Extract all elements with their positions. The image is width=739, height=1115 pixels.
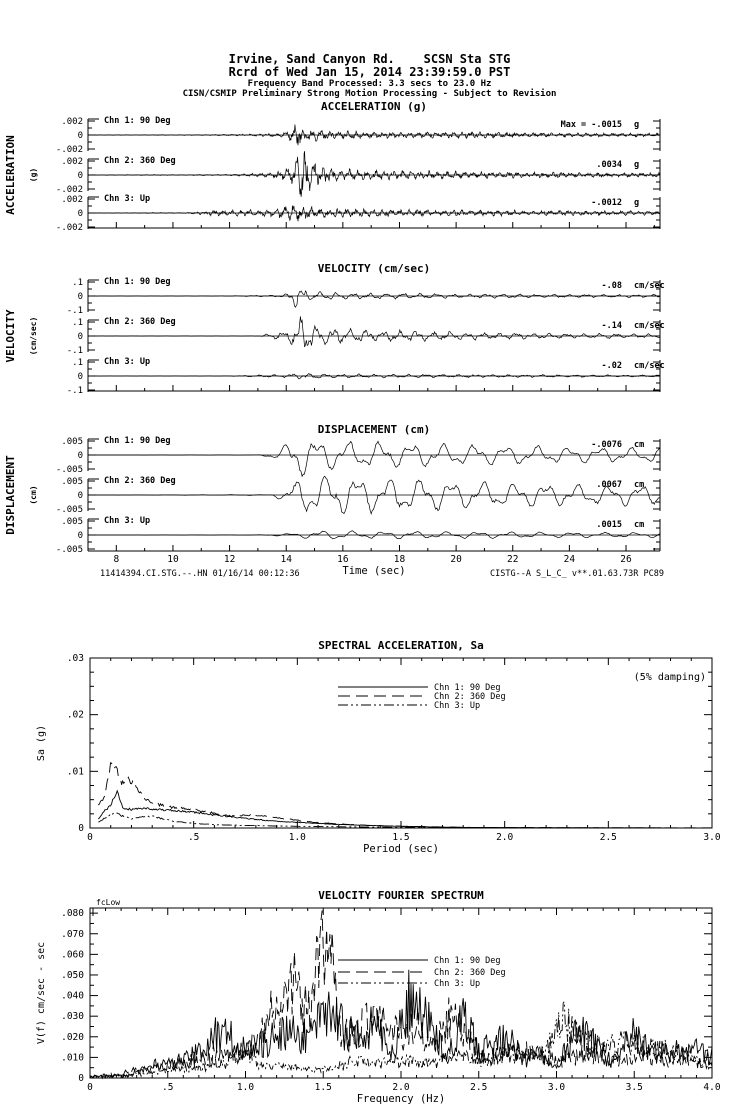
- channel-label: Chn 3: Up: [104, 357, 151, 367]
- ytick-label: -.002: [55, 185, 83, 195]
- x-tick-label: 2.5: [599, 832, 617, 843]
- spectral_acceleration-title: SPECTRAL ACCELERATION, Sa: [318, 639, 484, 652]
- spectral_acceleration-series: [98, 813, 711, 828]
- velocity_fourier_spectrum-series: [90, 910, 712, 1078]
- peak-value: -.08: [601, 281, 622, 291]
- x-tick-label: 1.5: [392, 832, 410, 843]
- channel-label: Chn 1: 90 Deg: [104, 436, 171, 446]
- peak-unit: cm/sec: [634, 321, 665, 331]
- footer-left: 11414394.CI.STG.--.HN 01/16/14 00:12:36: [100, 569, 300, 579]
- legend-label: Chn 3: Up: [434, 701, 481, 711]
- x-tick-label: 3.0: [703, 832, 721, 843]
- group-title-2: DISPLACEMENT (cm): [317, 423, 431, 436]
- ytick-label: 0: [77, 171, 83, 181]
- ytick-label: .005: [61, 437, 83, 447]
- ytick-label: .002: [61, 117, 83, 127]
- x-tick-label: 0: [87, 832, 93, 843]
- ytick-label: -.1: [66, 306, 83, 316]
- side-unit-0: (g): [29, 167, 38, 183]
- velocity_fourier_spectrum-title: VELOCITY FOURIER SPECTRUM: [318, 889, 484, 902]
- side-unit-1: (cm/sec): [29, 316, 38, 356]
- ytick-label: .002: [61, 195, 83, 205]
- x-tick-label: .5: [187, 832, 200, 843]
- ytick-label: 0: [77, 451, 83, 461]
- ytick-label: -.005: [55, 465, 83, 475]
- footer-right: CISTG--A S_L_C_ v**.01.63.73R PC89: [490, 569, 664, 579]
- y-tick-label: .060: [61, 949, 84, 961]
- channel-label: Chn 2: 360 Deg: [104, 476, 176, 486]
- x-tick-label: 1.5: [314, 1082, 332, 1093]
- time-tick-label: 16: [337, 554, 349, 565]
- x-tick-label: 3.5: [625, 1082, 643, 1093]
- side-label-2: DISPLACEMENT: [4, 455, 17, 535]
- frequency-band-note: Frequency Band Processed: 3.3 secs to 23.0 Hz: [247, 79, 492, 89]
- ytick-label: -.005: [55, 545, 83, 555]
- time-tick-label: 12: [223, 554, 236, 565]
- channel-label: Chn 2: 360 Deg: [104, 156, 176, 166]
- time-tick-label: 24: [563, 554, 576, 565]
- velocity_fourier_spectrum-xlabel: Frequency (Hz): [356, 1093, 446, 1105]
- velocity_fourier_spectrum-series: [90, 1002, 712, 1078]
- channel-label: Chn 3: Up: [104, 194, 151, 204]
- legend-label: Chn 1: 90 Deg: [434, 956, 501, 966]
- time-tick-label: 8: [113, 554, 120, 565]
- peak-unit: g: [634, 198, 640, 208]
- spectral_acceleration-frame: [90, 658, 712, 828]
- time-tick-label: 10: [167, 554, 179, 565]
- velocity_fourier_spectrum-frame: [90, 908, 712, 1078]
- time-tick-label: 18: [393, 554, 406, 565]
- velocity_fourier_spectrum-series: [90, 970, 712, 1078]
- peak-unit: cm: [634, 440, 645, 450]
- processing-note: CISN/CSMIP Preliminary Strong Motion Processing - Subject to Revision: [182, 89, 557, 99]
- peak-unit: cm: [634, 480, 645, 490]
- channel-label: Chn 2: 360 Deg: [104, 317, 176, 327]
- group-title-0: ACCELERATION (g): [321, 100, 427, 113]
- spectral_acceleration-xlabel: Period (sec): [363, 843, 439, 855]
- y-tick-label: 0: [78, 823, 84, 834]
- y-tick-label: .040: [61, 990, 84, 1002]
- time-tick-label: 26: [620, 554, 632, 565]
- x-tick-label: 0: [87, 1082, 93, 1093]
- ytick-label: -.002: [55, 223, 83, 233]
- peak-unit: cm/sec: [634, 281, 665, 291]
- side-label-1: VELOCITY: [4, 309, 17, 363]
- channel-label: Chn 3: Up: [104, 516, 151, 526]
- x-tick-label: 3.0: [547, 1082, 566, 1093]
- y-tick-label: .03: [66, 653, 84, 664]
- ytick-label: 0: [77, 491, 83, 501]
- channel-label: Chn 1: 90 Deg: [104, 277, 171, 287]
- corner-frequency-label: fcLow: [96, 898, 121, 907]
- y-tick-label: .030: [61, 1011, 84, 1023]
- ytick-label: 0: [77, 372, 83, 382]
- x-tick-label: 1.0: [288, 832, 306, 843]
- peak-value: Max = -.0015: [560, 120, 622, 130]
- side-unit-2: (cm): [29, 485, 38, 505]
- peak-value: -.0076: [591, 440, 622, 450]
- y-tick-label: 0: [78, 1073, 84, 1084]
- ytick-label: .1: [72, 318, 83, 328]
- ytick-label: -.1: [66, 346, 83, 356]
- spectral_acceleration-series: [98, 763, 711, 828]
- ytick-label: .1: [72, 278, 83, 288]
- ytick-label: .1: [72, 358, 83, 368]
- time-axis-label: Time (sec): [342, 565, 406, 577]
- y-tick-label: .080: [61, 908, 84, 920]
- station-title: Irvine, Sand Canyon Rd. SCSN Sta STG: [228, 52, 511, 66]
- peak-unit: cm/sec: [634, 361, 665, 371]
- velocity_fourier_spectrum-ylabel: V(f) cm/sec - sec: [36, 941, 47, 1045]
- channel-label: Chn 1: 90 Deg: [104, 116, 171, 126]
- peak-value: .0015: [596, 520, 622, 530]
- waveform-0-2: [88, 206, 660, 222]
- y-tick-label: .070: [61, 928, 84, 940]
- legend-label: Chn 2: 360 Deg: [434, 968, 506, 978]
- peak-unit: g: [634, 160, 640, 170]
- x-tick-label: 1.0: [236, 1082, 255, 1093]
- x-tick-label: .5: [162, 1082, 174, 1093]
- y-tick-label: .01: [66, 766, 84, 778]
- peak-value: -.02: [601, 361, 622, 371]
- time-tick-label: 22: [507, 554, 519, 565]
- legend-label: Chn 2: 360 Deg: [434, 692, 506, 702]
- peak-value: -.14: [601, 321, 622, 331]
- peak-unit: cm: [634, 520, 645, 530]
- x-tick-label: 2.0: [392, 1082, 410, 1093]
- ytick-label: 0: [77, 531, 83, 541]
- y-tick-label: .020: [61, 1031, 84, 1043]
- ytick-label: -.1: [66, 386, 83, 396]
- record-timestamp: Rcrd of Wed Jan 15, 2014 23:39:59.0 PST: [228, 65, 511, 79]
- legend-label: Chn 3: Up: [434, 979, 481, 989]
- waveform-1-0: [88, 291, 660, 307]
- y-tick-label: .010: [61, 1052, 84, 1064]
- ytick-label: .005: [61, 517, 83, 527]
- y-tick-label: .02: [66, 709, 84, 721]
- ytick-label: 0: [77, 131, 83, 141]
- peak-unit: g: [634, 120, 640, 130]
- ytick-label: 0: [77, 209, 83, 219]
- x-tick-label: 4.0: [703, 1082, 721, 1093]
- time-tick-label: 20: [450, 554, 462, 565]
- ytick-label: 0: [77, 332, 83, 342]
- y-tick-label: .050: [61, 969, 84, 981]
- waveform-2-0: [88, 441, 660, 476]
- x-tick-label: 2.0: [496, 832, 514, 843]
- spectral_acceleration-ylabel: Sa (g): [36, 724, 47, 762]
- legend-label: Chn 1: 90 Deg: [434, 683, 501, 693]
- group-title-1: VELOCITY (cm/sec): [317, 262, 431, 275]
- peak-value: .0034: [596, 160, 622, 170]
- ytick-label: -.002: [55, 145, 83, 155]
- ytick-label: -.005: [55, 505, 83, 515]
- ytick-label: .002: [61, 157, 83, 167]
- x-tick-label: 2.5: [470, 1082, 488, 1093]
- side-label-0: ACCELERATION: [4, 135, 17, 215]
- peak-value: .0067: [596, 480, 622, 490]
- time-tick-label: 14: [280, 554, 292, 565]
- damping-annotation: (5% damping): [633, 672, 706, 683]
- peak-value: -.0012: [591, 198, 622, 208]
- ytick-label: 0: [77, 292, 83, 302]
- ytick-label: .005: [61, 477, 83, 487]
